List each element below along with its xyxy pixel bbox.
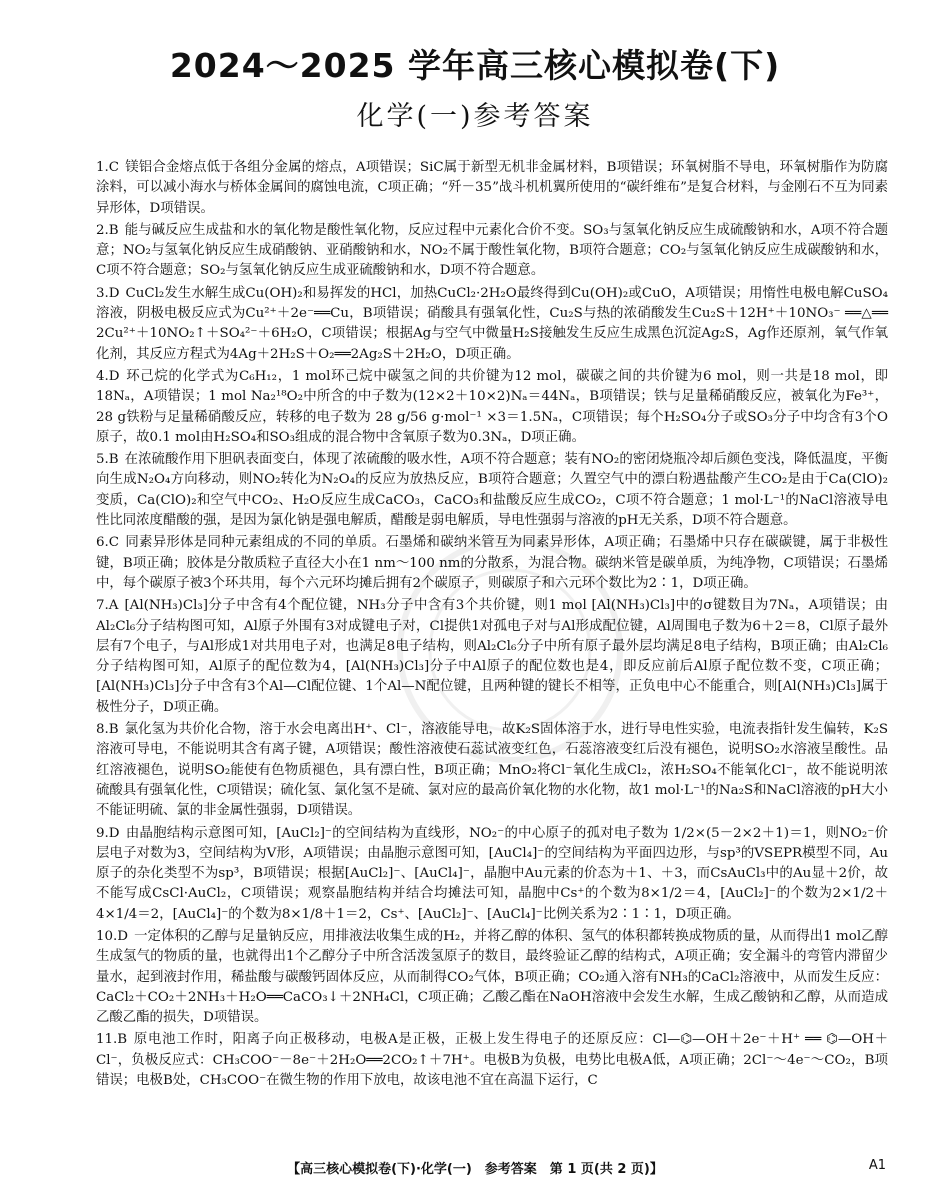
answer-item [96, 824, 888, 925]
answer-explanation: 镁铝合金熔点低于各组分金属的熔点，A项错误；SiC属于新型无机非金属材料，B项错误；环氧树脂不导电，环氧树脂作为防腐涂料，可以减小海水与桥体金属间的腐蚀电流，C项正确；“歼－35”战斗机机翼所使用的“碳纤维布”是复合材料，与金刚石不互为同素异形体，D项错误。 [96, 160, 888, 216]
answer-choice: C [108, 160, 120, 175]
answer-explanation: CuCl₂发生水解生成Cu(OH)₂和易挥发的HCl，加热CuCl₂·2H₂O最终得到Cu(OH)₂或CuO，A项错误；用惰性电极电解CuSO₄溶液，阴极电极反应式为Cu²⁺＋2e⁻══Cu，B项错误；硝酸具有强氧化性，Cu₂S与热的浓硝酸发生Cu₂S＋12H⁺＋10NO₃⁻ ══△══ 2Cu²⁺＋10NO₂↑＋SO₄²⁻＋6H₂O，C项错误；根据Ag与空气中微量H₂S接触发生反应生成黑色沉淀Ag₂S，Ag作还原剂，氧气作氧化剂，其反应方程式为4Ag＋2H₂S＋O₂══2Ag₂S＋2H₂O，D项正确。 [96, 285, 888, 362]
answer-number: 1. [96, 160, 109, 175]
answer-item [96, 927, 888, 1028]
answer-item [96, 720, 888, 821]
answer-item [96, 533, 888, 594]
answer-number: 9. [96, 825, 109, 841]
answer-explanation: 环己烷的化学式为C₆H₁₂，1 mol环己烷中碳氢之间的共价键为12 mol，碳碳之间的共价键为6 mol，则一共是18 mol，即18Nₐ，A项错误；1 mol Na₂¹⁸O₂中所含的中子数为(12×2＋10×2)Nₐ＝44Nₐ，B项错误；铁与足量稀硝酸反应，被氧化为Fe³⁺，28 g铁粉与足量稀硝酸反应，转移的电子数为 28 g/56 g·mol⁻¹ ×3＝1.5Nₐ，C项错误；每个H₂SO₄分子或SO₃分子中均含有3个O原子，故0.1 mol由H₂SO₄和SO₃组成的混合物中含氧原子数为0.3Nₐ，D项正确。 [96, 368, 888, 445]
answer-item [96, 221, 888, 282]
page-code: A1 [868, 1158, 886, 1173]
answer-explanation: [Al(NH₃)Cl₃]分子中含有4个配位键，NH₃分子中含有3个共价键，则1 mol [Al(NH₃)Cl₃]中的σ键数目为7Nₐ，A项错误；由Al₂Cl₆分子结构图可知，Al原子外围有3对成键电子对，Cl提供1对孤电子对与Al形成配位键，Al周围电子数为6＋2＝8，Cl原子最外层有7个电子，与Al形成1对共用电子对，也满足8电子结构，则Al₂Cl₆分子中所有原子最外层均满足8电子结构，B项正确；由Al₂Cl₆分子结构图可知，Al原子的配位数为4，[Al(NH₃)Cl₃]分子中Al原子的配位数也是4，即反应前后Al原子配位数不变，C项正确；[Al(NH₃)Cl₃]分子中含有3个Al—Cl配位键、1个Al—N配位键，且两种键的键长不相等，正负电中心不能重合，则[Al(NH₃)Cl₃]属于极性分子，D项正确。 [96, 598, 888, 715]
answer-item [96, 284, 888, 365]
answer-explanation: 能与碱反应生成盐和水的氧化物是酸性氧化物，反应过程中元素化合价不变。SO₃与氢氧化钠反应生成硫酸钠和水，A项不符合题意；NO₂与氢氧化钠反应生成硝酸钠、亚硝酸钠和水，NO₂不属于酸性氧化物，B项符合题意；CO₂与氢氧化钠反应生成碳酸钠和水，C项不符合题意；SO₂与氢氧化钠反应生成亚硫酸钠和水，D项不符合题意。 [96, 222, 888, 279]
answer-explanation: 由晶胞结构示意图可知，[AuCl₂]⁻的空间结构为直线形，NO₂⁻的中心原子的孤对电子数为 1/2×(5－2×2＋1)＝1，则NO₂⁻价层电子对数为3，空间结构为V形，A项错误；由晶胞示意图可知，[AuCl₄]⁻的空间结构为平面四边形，与sp³的VSEPR模型不同，Au原子的杂化类型不为sp³，B项错误；根据[AuCl₂]⁻、[AuCl₄]⁻，晶胞中Au元素的价态为＋1、＋3，而CsAuCl₃中的Au显＋2价，故不能写成CsCl·AuCl₂，C项错误；观察晶胞结构并结合均摊法可知，晶胞中Cs⁺的个数为8×1/2＝4，[AuCl₂]⁻的个数为2×1/2＋4×1/4＝2，[AuCl₄]⁻的个数为8×1/8＋1＝2，Cs⁺、[AuCl₂]⁻、[AuCl₄]⁻比例关系为2∶1∶1，D项正确。 [96, 825, 888, 922]
answer-number: 5. [96, 452, 109, 468]
answer-choice: D [108, 825, 120, 841]
answer-choice: B [117, 1032, 128, 1048]
answer-number: 3. [96, 285, 109, 301]
page-footer [0, 1158, 950, 1177]
answer-number: 2. [96, 222, 109, 238]
answer-number: 4. [96, 368, 109, 384]
page-subtitle: 化学(一)参考答案 [356, 101, 594, 132]
answer-number: 11. [96, 1032, 118, 1048]
answer-number: 6. [96, 535, 109, 551]
answer-item [96, 450, 888, 531]
answer-choice: C [108, 535, 120, 551]
answer-choice: B [108, 222, 119, 238]
answer-explanation: 在浓硫酸作用下胆矾表面变白，体现了浓硫酸的吸水性，A项不符合题意；装有NO₂的密闭烧瓶冷却后颜色变浅，降低温度，平衡向生成N₂O₄方向移动，则NO₂转化为N₂O₄的反应为放热反应，B项符合题意；久置空气中的漂白粉遇盐酸产生CO₂是由于Ca(ClO)₂变质，Ca(ClO)₂和空气中CO₂、H₂O反应生成CaCO₃，CaCO₃和盐酸反应生成CO₂，C项不符合题意；1 mol·L⁻¹的NaCl溶液导电性比同浓度醋酸的强，是因为氯化钠是强电解质，醋酸是弱电解质，导电性强弱与溶液的pH无关系，D项不符合题意。 [96, 452, 888, 529]
answer-explanation: 一定体积的乙醇与足量钠反应，用排液法收集生成的H₂，并将乙醇的体积、氢气的体积都转换成物质的量，从而得出1 mol乙醇生成氢气的物质的量，也就得出1个乙醇分子中所含活泼氢原子的数目，最终验证乙醇的结构式，A项正确；安全漏斗的弯管内滞留少量水，起到液封作用，稀盐酸与碳酸钙固体反应，从而制得CO₂气体，B项正确；CO₂通入溶有NH₃的CaCl₂溶液中，从而发生反应：CaCl₂＋CO₂＋2NH₃＋H₂O══CaCO₃↓＋2NH₄Cl，C项正确；乙酸乙酯在NaOH溶液中会发生水解，生成乙酸钠和乙醇，从而造成乙酸乙酯的损失，D项错误。 [96, 928, 888, 1026]
answer-choice: A [108, 598, 119, 614]
answer-explanation: 原电池工作时，阳离子向正极移动，电极A是正极，正极上发生得电子的还原反应：Cl—⌬—OH＋2e⁻＋H⁺ ══ ⌬—OH＋Cl⁻，负极反应式：CH₃COO⁻－8e⁻＋2H₂O══2CO₂↑＋7H⁺。电极B为负极，电势比电极A低，A项正确；2Cl⁻～4e⁻～CO₂，B项错误；电极B处，CH₃COO⁻在微生物的作用下放电，故该电池不宜在高温下运行，C [96, 1032, 888, 1089]
answer-choice: B [108, 452, 119, 468]
answer-explanation: 同素异形体是同种元素组成的不同的单质。石墨烯和碳纳米管互为同素异形体，A项正确；石墨烯中只存在碳碳键，属于非极性键，B项正确；胶体是分散质粒子直径大小在1 nm～100 nm的分散系，为混合物。碳纳米管是碳单质，为纯净物，C项错误；石墨烯中，每个碳原子被3个环共用，每个六元环均摊后拥有2个碳原子，则碳原子和六元环个数比为2∶1，D项正确。 [96, 535, 888, 591]
answer-choice: D [117, 928, 129, 944]
answer-item [96, 367, 888, 448]
answer-number: 10. [96, 928, 118, 944]
answer-choice: D [108, 368, 120, 384]
answer-choice: B [108, 722, 119, 738]
footer-text: 【高三核心模拟卷(下)·化学(一) 参考答案 第 1 页(共 2 页)】 [287, 1162, 663, 1177]
answer-item [96, 596, 888, 718]
answer-item [96, 1030, 888, 1091]
answer-list [96, 158, 888, 1093]
answer-choice: D [108, 285, 120, 301]
answer-number: 8. [96, 722, 109, 738]
answer-number: 7. [96, 598, 109, 614]
answer-explanation: 氯化氢为共价化合物，溶于水会电离出H⁺、Cl⁻，溶液能导电，故K₂S固体溶于水，进行导电性实验，电流表指针发生偏转，K₂S溶液可导电，不能说明其含有离子键，A项错误；酸性溶液使石蕊试液变红色，石蕊溶液变红后没有褪色，说明SO₂水溶液呈酸性。品红溶液褪色，说明SO₂能使有色物质褪色，具有漂白性，B项正确；MnO₂将Cl⁻氧化生成Cl₂，浓H₂SO₄不能氧化Cl⁻，故不能说明浓硫酸具有强氧化性，C项错误；硫化氢、氯化氢不是硫、氯对应的最高价氧化物的水化物，故1 mol·L⁻¹的Na₂S和NaCl溶液的pH大小不能证明硫、氯的非金属性强弱，D项错误。 [96, 722, 888, 819]
page-title: 2024～2025 学年高三核心模拟卷(下) [169, 46, 781, 85]
answer-item [96, 158, 888, 219]
